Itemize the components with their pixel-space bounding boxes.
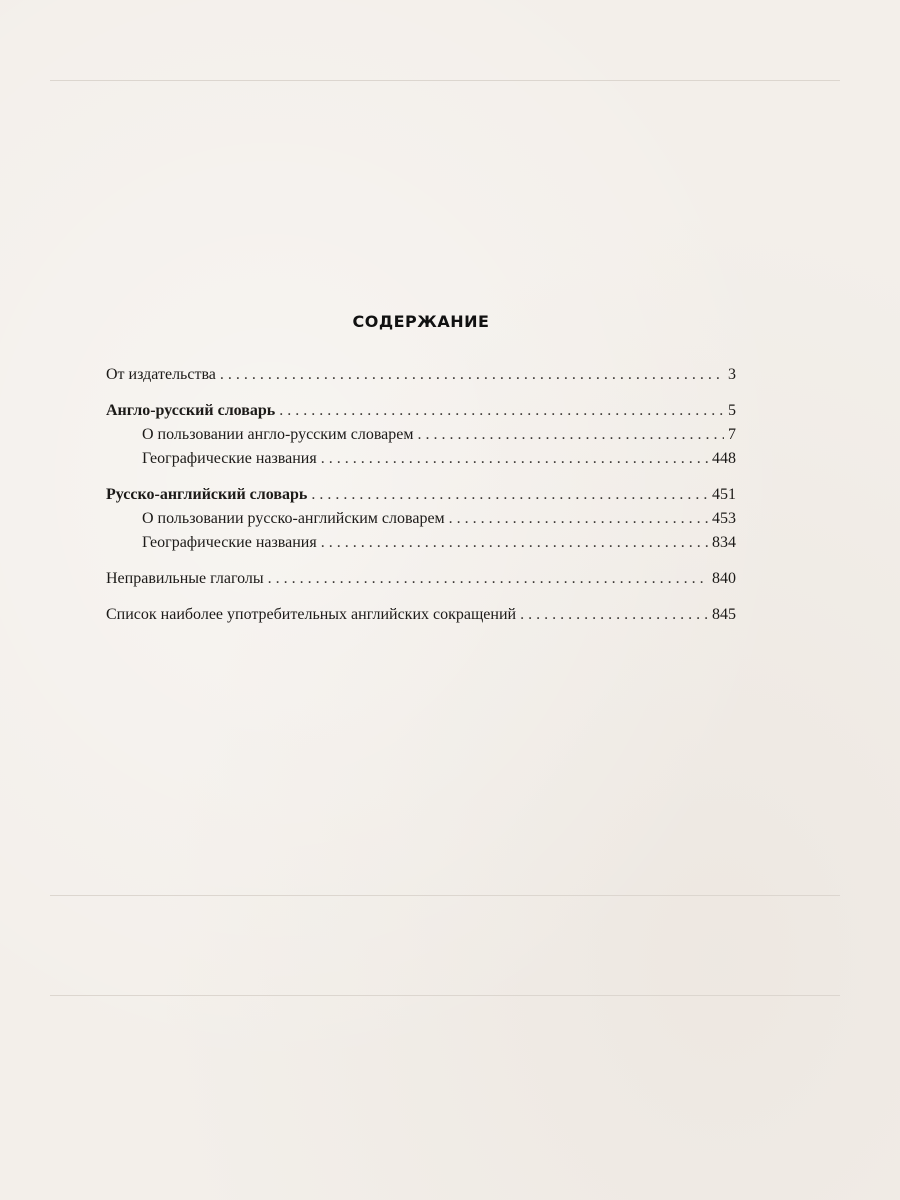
show-through-rule-bottom <box>50 995 840 996</box>
toc-entry-label: От издательства <box>106 366 216 383</box>
toc-entry-label: Неправильные глаголы <box>106 570 264 587</box>
toc-entry-ru-en-dictionary <box>106 483 736 507</box>
toc-entry-label: О пользовании англо-русским словарем <box>142 426 414 443</box>
toc-entry-ru-en-geography <box>106 531 736 555</box>
toc-entry-page: 453 <box>712 510 736 527</box>
toc-entry-page: 3 <box>728 366 736 383</box>
toc-entry-page: 451 <box>712 486 736 503</box>
toc-entry-page: 5 <box>728 402 736 419</box>
toc-leader-dots <box>520 603 708 627</box>
toc-entry-label: Русско-английский словарь <box>106 486 308 503</box>
toc-entry-page: 7 <box>728 426 736 443</box>
toc-title: СОДЕРЖАНИЕ <box>352 312 490 331</box>
toc-entry-label: Англо-русский словарь <box>106 402 276 419</box>
toc-entry-ru-en-usage <box>106 507 736 531</box>
toc-leader-dots <box>321 531 708 555</box>
toc-leader-dots <box>220 363 724 387</box>
toc-entry-page: 834 <box>712 534 736 551</box>
toc-entry-abbreviations <box>106 603 736 627</box>
toc-entry-en-ru-dictionary <box>106 399 736 423</box>
toc-entry-label: Географические названия <box>142 534 317 551</box>
toc-leader-dots <box>268 567 708 591</box>
toc-entry-en-ru-usage <box>106 423 736 447</box>
table-of-contents <box>106 312 736 627</box>
toc-leader-dots <box>321 447 708 471</box>
show-through-rule-middle <box>50 895 840 896</box>
toc-entry-publisher <box>106 363 736 387</box>
toc-leader-dots <box>449 507 708 531</box>
toc-entry-page: 845 <box>712 606 736 623</box>
toc-entry-label: Список наиболее употребительных английских сокращений <box>106 606 517 623</box>
toc-entry-irregular-verbs <box>106 567 736 591</box>
toc-entry-en-ru-geography <box>106 447 736 471</box>
toc-entry-page: 840 <box>712 570 736 587</box>
show-through-rule-top <box>50 80 840 81</box>
toc-entry-page: 448 <box>712 450 736 467</box>
toc-leader-dots <box>311 483 708 507</box>
toc-entry-label: О пользовании русско-английским словарем <box>142 510 445 527</box>
toc-entry-label: Географические названия <box>142 450 317 467</box>
toc-leader-dots <box>417 423 724 447</box>
toc-leader-dots <box>279 399 724 423</box>
